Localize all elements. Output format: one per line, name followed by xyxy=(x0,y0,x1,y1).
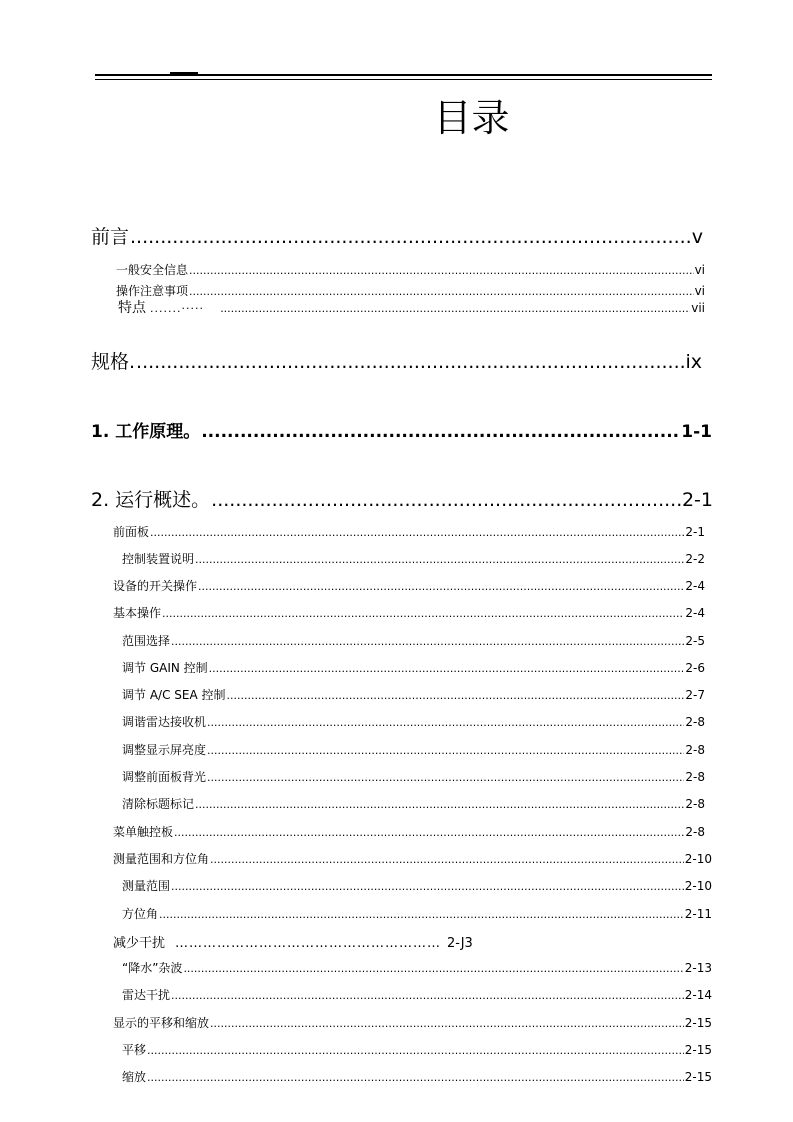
toc-label: 基本操作 xyxy=(113,606,162,620)
toc-entry[interactable] xyxy=(122,1068,712,1085)
toc-page: 2-13 xyxy=(684,961,712,975)
toc-label: 测量范围和方位角 xyxy=(113,852,210,866)
leader-dots xyxy=(136,351,684,373)
toc-entry[interactable] xyxy=(122,986,712,1003)
toc-label: 前面板 xyxy=(113,525,150,539)
toc-page: 2-10 xyxy=(684,879,712,893)
toc-label: 2. 运行概述。 xyxy=(91,489,211,511)
leader-dots xyxy=(195,798,684,811)
leader-dots xyxy=(207,716,684,729)
toc-page: 2-5 xyxy=(685,634,705,648)
leader-dots xyxy=(147,1044,684,1057)
toc-label: 调节 A/C SEA 控制 xyxy=(122,688,226,702)
toc-page: 2-J3 xyxy=(447,936,473,951)
leader-dots xyxy=(171,989,684,1002)
leader-dots xyxy=(130,226,691,248)
toc-entry[interactable] xyxy=(122,550,705,567)
toc-page: vi xyxy=(694,263,705,277)
toc-page: vii xyxy=(691,301,705,315)
toc-label: 一般安全信息 xyxy=(116,263,189,277)
header-rule-thin xyxy=(95,79,712,80)
leader-dots xyxy=(150,526,684,539)
toc-label: 操作注意事项 xyxy=(116,284,189,298)
toc-page: v xyxy=(691,226,703,248)
toc-entry[interactable] xyxy=(122,768,705,785)
leader-dots xyxy=(171,635,684,648)
toc-label: 范围选择 xyxy=(122,634,171,648)
toc-entry[interactable] xyxy=(122,877,712,894)
leader-dots xyxy=(210,853,684,866)
toc-label: 方位角 xyxy=(122,907,159,921)
toc-page: 1-1 xyxy=(681,422,712,442)
toc-entry[interactable] xyxy=(122,905,712,922)
leader-dots xyxy=(195,553,684,566)
leader-dots xyxy=(198,580,684,593)
toc-entry[interactable] xyxy=(116,261,705,278)
toc-entry[interactable] xyxy=(122,1041,712,1058)
leader-dots xyxy=(189,264,694,277)
leader-dots: ………………………………………………… xyxy=(175,936,442,951)
toc-label: “降水”杂波 xyxy=(122,961,183,975)
toc-page: 2-8 xyxy=(685,825,705,839)
toc-page: 2-8 xyxy=(685,770,705,784)
toc-label: 调整前面板背光 xyxy=(122,770,207,784)
toc-entry[interactable] xyxy=(91,222,703,249)
header-rule-thick xyxy=(95,74,712,76)
toc-page: 2-4 xyxy=(685,606,705,620)
leader-dots xyxy=(226,689,684,702)
leader-dots-partial: .......····· xyxy=(150,302,204,315)
toc-label: 调整显示屏亮度 xyxy=(122,743,207,757)
leader-dots xyxy=(210,1017,684,1030)
toc-entry[interactable] xyxy=(122,686,705,703)
leader-dots xyxy=(147,1071,684,1084)
toc-page: 2-1 xyxy=(685,525,705,539)
toc-page: 2-8 xyxy=(685,797,705,811)
leader-dots xyxy=(183,962,683,975)
leader-dots xyxy=(211,489,681,511)
toc-page: ix xyxy=(685,351,702,373)
leader-dots xyxy=(162,607,684,620)
toc-entry[interactable] xyxy=(122,632,705,649)
toc-label: 设备的开关操作 xyxy=(113,579,198,593)
toc-label: 1. 工作原理。 xyxy=(91,422,201,442)
toc-page: 2-8 xyxy=(685,743,705,757)
toc-entry[interactable] xyxy=(118,297,705,317)
toc-label: 雷达干扰 xyxy=(122,988,171,1002)
toc-label: 规格. xyxy=(91,351,136,373)
toc-page: 2-4 xyxy=(685,579,705,593)
toc-entry[interactable] xyxy=(122,959,712,976)
leader-dots xyxy=(171,880,684,893)
toc-label: 缩放 xyxy=(122,1070,147,1084)
toc-page: 2-7 xyxy=(685,688,705,702)
leader-dots xyxy=(174,826,684,839)
toc-label: 前言 xyxy=(91,226,130,248)
toc-entry[interactable] xyxy=(113,604,705,621)
toc-page: 2-1 xyxy=(681,489,713,511)
toc-entry[interactable] xyxy=(122,741,705,758)
toc-entry[interactable] xyxy=(91,485,713,512)
toc-page: 2-14 xyxy=(684,988,712,1002)
toc-entry[interactable] xyxy=(113,823,705,840)
toc-entry[interactable] xyxy=(122,795,705,812)
leader-dots xyxy=(220,302,690,315)
toc-page: 2-15 xyxy=(684,1070,712,1084)
toc-entry[interactable] xyxy=(113,577,705,594)
toc-page: 2-2 xyxy=(685,552,705,566)
toc-entry[interactable] xyxy=(113,850,712,867)
toc-entry[interactable] xyxy=(113,523,705,540)
toc-label: 清除标题标记 xyxy=(122,797,195,811)
toc-label: 显示的平移和缩放 xyxy=(113,1016,210,1030)
toc-label: 菜单触控板 xyxy=(113,825,174,839)
toc-page: 2-15 xyxy=(684,1043,712,1057)
toc-label: 平移 xyxy=(122,1043,147,1057)
toc-label: 测量范围 xyxy=(122,879,171,893)
toc-entry[interactable] xyxy=(122,713,705,730)
toc-entry[interactable] xyxy=(113,1014,712,1031)
toc-page: 2-6 xyxy=(685,661,705,675)
toc-entry[interactable] xyxy=(113,932,473,951)
leader-dots xyxy=(159,908,684,921)
toc-entry[interactable] xyxy=(91,417,712,442)
leader-dots xyxy=(209,662,685,675)
toc-label: 特点 xyxy=(118,300,146,316)
toc-entry[interactable] xyxy=(122,659,705,676)
leader-dots xyxy=(207,744,684,757)
toc-page: 2-11 xyxy=(684,907,712,921)
toc-label: 控制装置说明 xyxy=(122,552,195,566)
toc-label: 调节 GAIN 控制 xyxy=(122,661,208,675)
page-title: 目录 xyxy=(433,96,510,140)
toc-page: vi xyxy=(694,284,705,298)
toc-entry[interactable] xyxy=(91,347,702,374)
toc-page: 2-15 xyxy=(684,1016,712,1030)
toc-page: 2-8 xyxy=(685,715,705,729)
leader-dots xyxy=(201,422,680,442)
toc-label: 减少干扰 xyxy=(113,936,166,951)
leader-dots xyxy=(207,771,684,784)
toc-page: 2-10 xyxy=(684,852,712,866)
toc-label: 调谐雷达接收机 xyxy=(122,715,207,729)
